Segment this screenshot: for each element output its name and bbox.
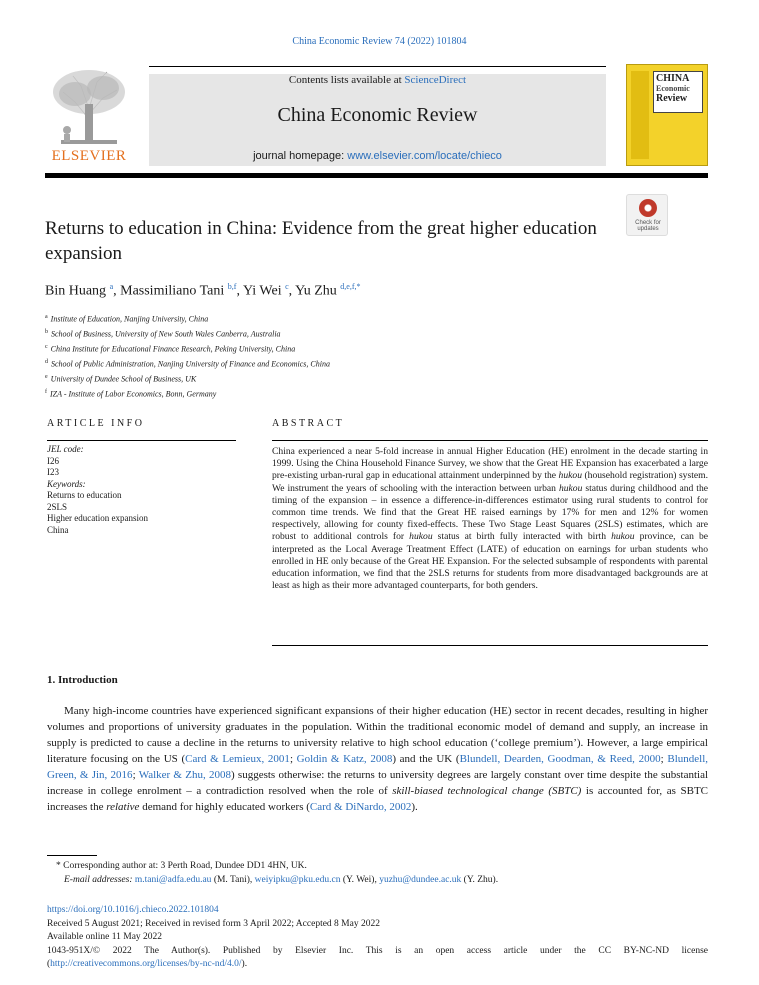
article-info-heading: ARTICLE INFO: [47, 418, 145, 429]
author-affil-mark[interactable]: c: [285, 282, 289, 291]
journal-cover-thumbnail[interactable]: [626, 64, 708, 166]
email-link[interactable]: m.tani@adfa.edu.au: [134, 874, 212, 885]
author-affil-mark[interactable]: b,f: [227, 282, 237, 291]
abstract-bottom-rule: [272, 645, 708, 646]
citation-link[interactable]: Card & Lemieux, 2001: [185, 753, 290, 765]
jel-label: JEL code:: [47, 444, 84, 454]
keywords-label: Keywords:: [47, 478, 86, 489]
citation-link[interactable]: Blundell, Dearden, Goodman, & Reed, 2000: [459, 753, 661, 765]
license-link[interactable]: http://creativecommons.org/licenses/by-nc-nd/4.0/: [50, 959, 242, 969]
affiliation: $^a$ Institute of Education, Nanjing University, China: [45, 314, 209, 324]
contents-prefix: Contents lists available at: [288, 74, 405, 86]
author-list: Bin Huang $^a$, Massimiliano Tani $^{b,f}$, Yi Wei $^c$, Yu Zhu $^{d,e,f,*}$: [45, 282, 361, 299]
homepage-prefix: journal homepage:: [253, 150, 348, 162]
footnote-rule: [47, 855, 97, 856]
author-name[interactable]: Bin Huang: [45, 283, 107, 299]
article-info-rule: [47, 440, 236, 441]
header-thick-rule: [45, 173, 708, 178]
abstract-heading: ABSTRACT: [272, 418, 345, 429]
keyword: Returns to education: [47, 490, 122, 500]
affiliation: $^e$ University of Dundee School of Business, UK: [45, 373, 197, 384]
abstract-rule: [272, 440, 708, 441]
journal-title: China Economic Review: [277, 104, 478, 126]
introduction-paragraph: Many high-income countries have experienced significant expansions of their higher education (HE) sector in recent decades, resulting in higher volumes and proportions of university graduates in the population. Within the traditional economic model of demand and supply, an increase in supply is predicted to cause a decline in the returns to university relative to high school education (‘college premium’). However, a large empirical literature focusing on the US (Card & Lemieux, 2001; Goldin & Katz, 2008) and the UK (Blundell, Dearden, Goodman, & Reed, 2000; Blundell, Green, & Jin, 2016; Walker & Zhu, 2008) suggests otherwise: the returns to university degrees are largely constant over time despite the substantial increase in college enrolment – a contradiction resolved when the role of skill-biased technological change (SBTC) is accounted for, as SBTC increases the relative demand for highly educated workers (Card & DiNardo, 2002).: [47, 705, 709, 813]
elsevier-wordmark: ELSEVIER: [51, 148, 127, 164]
jel-code: I26: [47, 455, 59, 466]
author-affil-mark[interactable]: a: [109, 282, 114, 291]
keyword: Higher education expansion: [47, 513, 148, 523]
publication-info: [47, 904, 708, 972]
license-statement: 1043-951X/© 2022 The Author(s). Published by Elsevier Inc. This is an open access article under the CC BY-NC-ND license: [47, 945, 708, 956]
citation-link[interactable]: Card & DiNardo, 2002: [309, 801, 412, 813]
received-dates: Received 5 August 2021; Received in revised form 3 April 2022; Accepted 8 May 2022: [47, 918, 380, 929]
keyword: China: [47, 524, 69, 535]
affiliation: $^d$ School of Public Administration, Nanjing University of Finance and Economics, China: [45, 358, 330, 369]
journal-reference[interactable]: China Economic Review 74 (2022) 101804: [292, 36, 467, 47]
citation-link[interactable]: Blundell, Green, & Jin, 2016: [47, 753, 708, 781]
footnotes: [56, 860, 708, 887]
contents-line: [149, 74, 606, 86]
crossmark-icon: [639, 199, 657, 217]
affiliation: $^f$ IZA - Institute of Labor Economics, Bonn, Germany: [45, 388, 217, 399]
cover-line-3: Review: [656, 93, 688, 104]
email-addresses: E-mail addresses: m.tani@adfa.edu.au (M. Tani), weiyipku@pku.edu.cn (Y. Wei), yuzhu@dundee.ac.uk (Y. Zhu).: [64, 874, 499, 885]
doi-link[interactable]: https://doi.org/10.1016/j.chieco.2022.101804: [47, 905, 219, 915]
jel-code: I23: [47, 467, 59, 477]
author-name[interactable]: Massimiliano Tani: [120, 283, 225, 299]
homepage-link[interactable]: www.elsevier.com/locate/chieco: [347, 150, 502, 162]
article-title: Returns to education in China: Evidence from the great higher education expansion: [45, 218, 597, 264]
license-url-line: (http://creativecommons.org/licenses/by-nc-nd/4.0/).: [47, 959, 248, 969]
article-info: [47, 444, 237, 536]
check-for-updates-badge[interactable]: [626, 194, 668, 236]
citation-link[interactable]: Goldin & Katz, 2008: [296, 753, 393, 765]
abstract-text: China experienced a near 5-fold increase in annual Higher Education (HE) enrolment in the decade starting in 1999. Using the China Household Finance Survey, we show that the Great HE Expansion has exacerbated a large pre-existing urban-rural gap in educational attainment underpinned by the hukou (household registration) system. We instrument the years of schooling with the interaction between urban hukou status during childhood and the timing of the expansion – in essence a difference-in-differences estimator using rural students to control for common time trends. We find that the Great HE raised earnings by 17% for men and 12% for women respectively, allowing for county fixed-effects. These Two Stage Least Squares (2SLS) estimates, which are robust to additional controls for hukou status at birth fully interacted with birth hukou province, can be interpreted as the Local Average Treatment Effect (LATE) of education on earnings for urban students who enrolled in HE only because of the Great HE Expansion. For the selected subsample of respondents with parental education information, we find that the 2SLS returns for students from more disadvantaged backgrounds are at least as high as their more advantaged counterparts, for both genders.: [272, 446, 709, 592]
affiliation: $^b$ School of Business, University of New South Wales Canberra, Australia: [45, 328, 281, 339]
header-top-rule: [149, 66, 606, 67]
corresponding-author-note: * Corresponding author at: 3 Perth Road, Dundee DD1 4HN, UK.: [56, 861, 307, 871]
available-online: Available online 11 May 2022: [47, 932, 163, 942]
email-link[interactable]: yuzhu@dundee.ac.uk: [379, 874, 462, 885]
affiliations: [45, 311, 330, 401]
author-affil-mark[interactable]: d,e,f,*: [340, 282, 361, 291]
author-name[interactable]: Yu Zhu: [295, 283, 337, 299]
cover-line-1: CHINA: [656, 73, 690, 84]
check-for-updates-text: Check for updates: [635, 220, 661, 232]
section-heading-introduction: 1. Introduction: [47, 674, 118, 686]
cover-line-2: Economic: [656, 84, 690, 93]
author-name[interactable]: Yi Wei: [242, 283, 282, 299]
citation-link[interactable]: Walker & Zhu, 2008: [138, 769, 231, 781]
email-link[interactable]: weiyipku@pku.edu.cn: [254, 874, 341, 885]
sciencedirect-link[interactable]: ScienceDirect: [404, 74, 467, 86]
journal-homepage: [149, 150, 606, 162]
keyword: 2SLS: [47, 501, 68, 512]
cover-strip: [631, 71, 649, 159]
cover-title-box: [653, 71, 703, 113]
affiliation: $^c$ China Institute for Educational Finance Research, Peking University, China: [45, 343, 296, 354]
